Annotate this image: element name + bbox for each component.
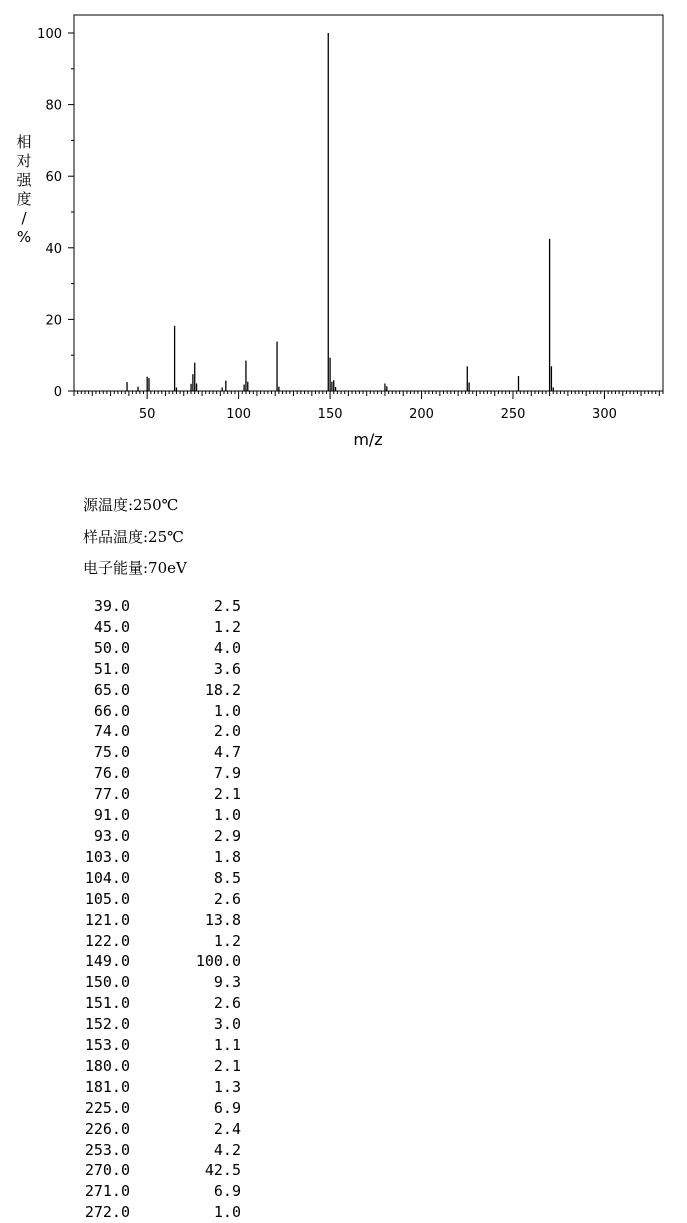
peak-intensity: 8.5 [213, 868, 241, 887]
peak-mz: 151.0 [84, 994, 130, 1013]
peak-row [70, 680, 241, 701]
peak-row [70, 826, 241, 847]
peak-mz: 45.0 [93, 617, 130, 636]
peak-table [70, 596, 241, 1223]
peak-intensity: 3.0 [213, 1015, 241, 1034]
peak-intensity: 3.6 [213, 659, 241, 678]
peak-mz: 181.0 [84, 1077, 130, 1096]
peak-mz: 66.0 [93, 701, 130, 720]
peak-row [70, 1119, 241, 1140]
peak-mz: 105.0 [84, 889, 130, 908]
peak-row [70, 1014, 241, 1035]
peak-row [70, 1160, 241, 1181]
peak-row [70, 1181, 241, 1202]
peak-intensity: 1.0 [213, 701, 241, 720]
peak-intensity: 2.6 [213, 994, 241, 1013]
peak-mz: 65.0 [93, 680, 130, 699]
peak-row [70, 638, 241, 659]
acquisition-conditions [83, 492, 187, 587]
peak-intensity: 1.0 [213, 806, 241, 825]
peak-mz: 93.0 [93, 826, 130, 845]
peak-intensity: 1.1 [213, 1036, 241, 1055]
y-tick-label: 60 [45, 170, 62, 186]
peak-mz: 270.0 [84, 1161, 130, 1180]
plot-frame [74, 15, 663, 391]
peak-mz: 153.0 [84, 1036, 130, 1055]
peak-intensity: 2.5 [213, 597, 241, 615]
peak-row [70, 951, 241, 972]
peak-mz: 103.0 [84, 847, 130, 866]
peak-intensity: 4.2 [213, 1140, 241, 1159]
peak-intensity: 2.1 [213, 785, 241, 804]
y-axis [37, 27, 74, 400]
x-tick-label: 250 [500, 407, 526, 422]
y-axis-label-glyph: % [16, 228, 32, 246]
peak-mz: 152.0 [84, 1015, 130, 1034]
y-axis-label-glyph: 对 [16, 152, 32, 170]
electron-energy: 电子能量:70eV [83, 559, 187, 577]
y-axis-label-glyph: 强 [16, 171, 32, 189]
peak-intensity: 7.9 [213, 764, 241, 783]
x-tick-label: 300 [592, 407, 617, 422]
sample-temperature: 样品温度:25℃ [83, 527, 184, 546]
peak-mz: 104.0 [84, 868, 130, 887]
y-axis-label-glyph: 相 [16, 133, 32, 151]
peak-mz: 39.0 [93, 597, 130, 615]
peak-row [70, 972, 241, 993]
peak-row [70, 784, 241, 805]
peak-row [70, 1056, 241, 1077]
peak-mz: 150.0 [84, 973, 130, 992]
y-tick-label: 20 [45, 313, 62, 329]
peak-row [70, 742, 241, 763]
peak-mz: 226.0 [84, 1119, 130, 1138]
peak-bars [127, 33, 553, 391]
peak-mz: 121.0 [84, 910, 130, 929]
peak-row [70, 617, 241, 638]
peak-mz: 91.0 [93, 806, 130, 825]
peak-mz: 271.0 [84, 1182, 130, 1201]
x-axis-label: m/z [353, 430, 383, 449]
peak-mz: 253.0 [84, 1140, 130, 1159]
peak-intensity: 13.8 [204, 910, 241, 929]
y-tick-label: 40 [45, 241, 62, 257]
peak-row [70, 1098, 241, 1119]
peak-intensity: 2.0 [213, 722, 241, 741]
y-axis-label [16, 133, 32, 246]
peak-mz: 272.0 [84, 1203, 130, 1222]
peak-row [70, 993, 241, 1014]
peak-intensity: 1.3 [213, 1077, 241, 1096]
peak-intensity: 9.3 [213, 973, 241, 992]
peak-mz: 122.0 [84, 931, 130, 950]
peak-mz: 77.0 [93, 785, 130, 804]
source-temperature: 源温度:250℃ [83, 496, 179, 514]
peak-intensity: 6.9 [213, 1098, 241, 1117]
peak-row [70, 1202, 241, 1223]
peak-row [70, 701, 241, 722]
peak-mz: 50.0 [93, 638, 130, 657]
peak-mz: 51.0 [93, 659, 130, 678]
peak-row [70, 721, 241, 742]
peak-intensity: 1.8 [213, 847, 241, 866]
peak-intensity: 2.4 [213, 1119, 241, 1138]
peak-intensity: 1.2 [213, 617, 241, 636]
peak-row [70, 1077, 241, 1098]
peak-mz: 225.0 [84, 1098, 130, 1117]
peak-row [70, 596, 241, 617]
y-tick-label: 0 [53, 385, 62, 400]
x-tick-label: 100 [226, 407, 252, 422]
peak-row [70, 868, 241, 889]
peak-row [70, 763, 241, 784]
x-tick-label: 200 [409, 407, 434, 422]
peak-intensity: 4.0 [213, 638, 241, 657]
peak-intensity: 18.2 [204, 680, 241, 699]
peak-mz: 180.0 [84, 1056, 130, 1075]
x-axis [74, 391, 663, 422]
peak-row [70, 659, 241, 680]
peak-row [70, 910, 241, 931]
peak-row [70, 805, 241, 826]
peak-mz: 75.0 [93, 743, 130, 762]
peak-intensity: 2.9 [213, 826, 241, 845]
peak-row [70, 889, 241, 910]
peak-intensity: 4.7 [213, 743, 241, 762]
peak-intensity: 42.5 [204, 1161, 241, 1180]
peak-row [70, 1035, 241, 1056]
peak-row [70, 1140, 241, 1161]
y-tick-label: 100 [37, 27, 62, 42]
x-tick-label: 150 [317, 407, 343, 422]
peak-mz: 74.0 [93, 722, 130, 741]
y-axis-label-glyph: / [21, 209, 27, 227]
peak-intensity: 2.6 [213, 889, 241, 908]
peak-intensity: 2.1 [213, 1056, 241, 1075]
y-axis-label-glyph: 度 [16, 190, 32, 208]
peak-mz: 76.0 [93, 764, 130, 783]
peak-row [70, 931, 241, 952]
y-tick-label: 80 [45, 98, 62, 114]
peak-row [70, 847, 241, 868]
peak-intensity: 100.0 [195, 952, 241, 971]
x-tick-label: 50 [138, 407, 156, 422]
peak-intensity: 6.9 [213, 1182, 241, 1201]
peak-intensity: 1.0 [213, 1203, 241, 1222]
mass-spectrum-chart [0, 0, 687, 460]
peak-mz: 149.0 [84, 952, 130, 971]
peak-intensity: 1.2 [213, 931, 241, 950]
